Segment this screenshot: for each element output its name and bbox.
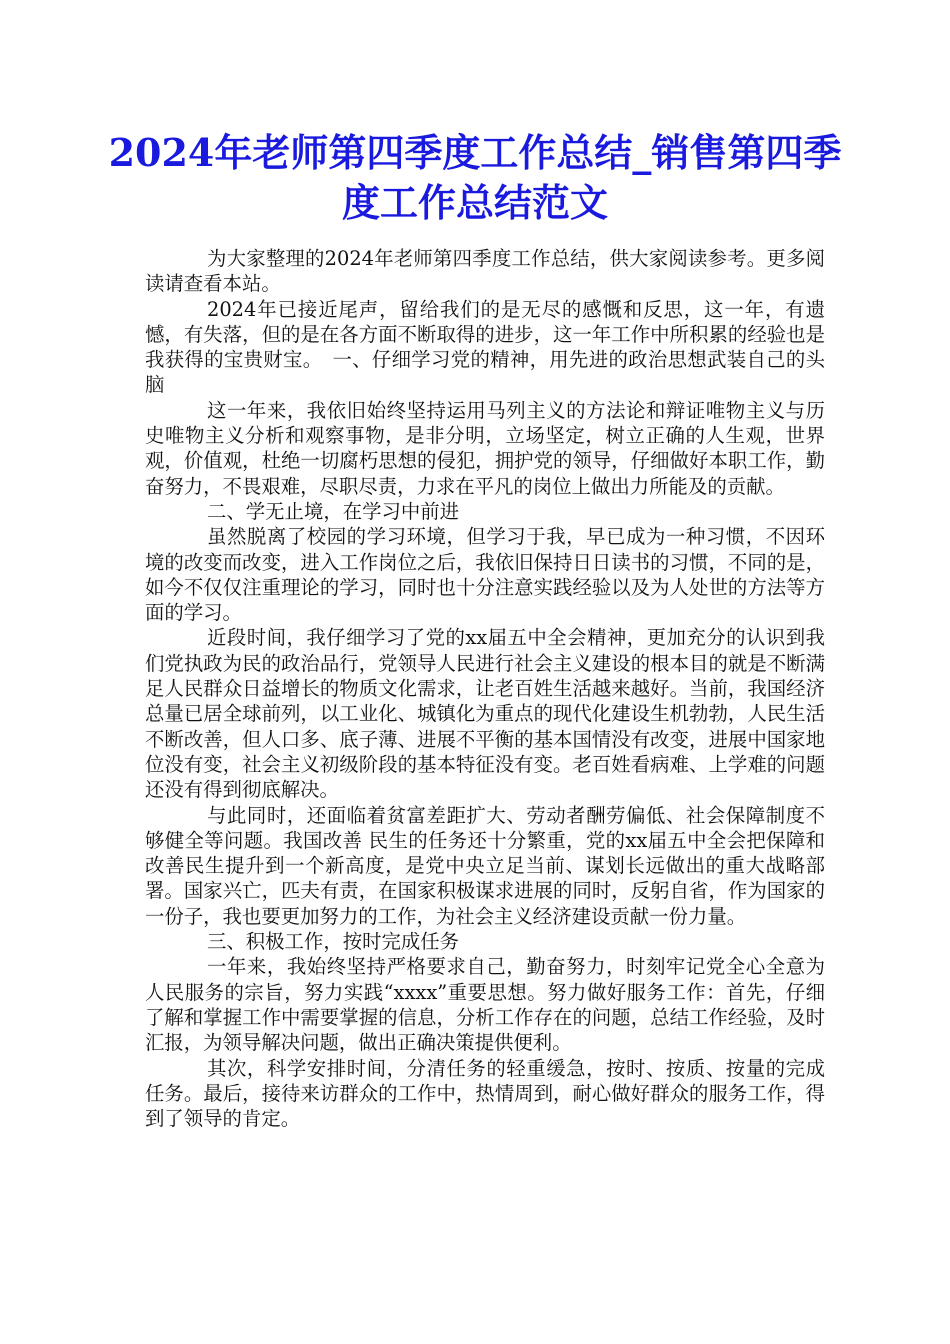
paragraph-learning-habit: 虽然脱离了校园的学习环境，但学习于我，早已成为一种习惯，不因环境的改变而改变，进入工作岗位之后，我依旧保持日日读书的习惯，不同的是，如今不仅仅注重理论的学习，同时也十分注意实践经验以及为人处世的方法等方面的学习。 [145, 525, 825, 625]
paragraph-study-party: 这一年来，我依旧始终坚持运用马列主义的方法论和辩证唯物主义与历史唯物主义分析和观察事物，是非分明，立场坚定，树立正确的人生观，世界观，价值观，杜绝一切腐朽思想的侵犯，拥护党的领导，仔细做好本职工作，勤奋努力，不畏艰难，尽职尽责，力求在平凡的岗位上做出力所能及的贡献。 [145, 398, 825, 498]
section-heading-2: 二、学无止境，在学习中前进 [207, 499, 460, 523]
section-heading-3: 三、积极工作，按时完成任务 [207, 930, 460, 954]
document-title: 2024年老师第四季度工作总结_销售第四季度工作总结范文 [108, 130, 842, 225]
paragraph-schedule: 其次，科学安排时间，分清任务的轻重缓急，按时、按质、按量的完成任务。最后，接待来访群众的工作中，热情周到，耐心做好群众的服务工作，得到了领导的肯定。 [145, 1056, 825, 1131]
paragraph-plenum: 近段时间，我仔细学习了党的xx届五中全会精神，更加充分的认识到我们党执政为民的政治品行，党领导人民进行社会主义建设的根本目的就是不断满足人民群众日益增长的物质文化需求，让老百姓生活越来越好。当前，我国经济总量已居全球前列，以工业化、城镇化为重点的现代化建设生机勃勃，人民生活不断改善，但人口多、底子薄、进展不平衡的基本国情没有改变，进展中国家地位没有变，社会主义初级阶段的基本特征没有变。老百姓看病难、上学难的问题还没有得到彻底解决。 [145, 626, 825, 802]
document-body [145, 246, 825, 1131]
paragraph-work: 一年来，我始终坚持严格要求自己，勤奋努力，时刻牢记党全心全意为人民服务的宗旨，努力实践“xxxx”重要思想。努力做好服务工作：首先，仔细了解和掌握工作中需要掌握的信息，分析工作存在的问题，总结工作经验，及时汇报，为领导解决问题，做出正确决策提供便利。 [145, 955, 825, 1055]
paragraph-livelihood: 与此同时，还面临着贫富差距扩大、劳动者酬劳偏低、社会保障制度不够健全等问题。我国改善 民生的任务还十分繁重，党的xx届五中全会把保障和改善民生提升到一个新高度，是党中央立足当前、谋划长远做出的重大战略部署。国家兴亡，匹夫有责，在国家积极谋求进展的同时，反躬自省，作为国家的一份子，我也要更加努力的工作，为社会主义经济建设贡献一份力量。 [145, 803, 825, 928]
paragraph-intro: 为大家整理的2024年老师第四季度工作总结，供大家阅读参考。更多阅读请查看本站。 [145, 247, 825, 296]
paragraph-opening: 2024年已接近尾声，留给我们的是无尽的感慨和反思，这一年，有遗憾，有失落，但的是在各方面不断取得的进步，这一年工作中所积累的经验也是我获得的宝贵财宝。 一、仔细学习党的精神，用先进的政治思想武装自己的头脑 [145, 297, 825, 397]
